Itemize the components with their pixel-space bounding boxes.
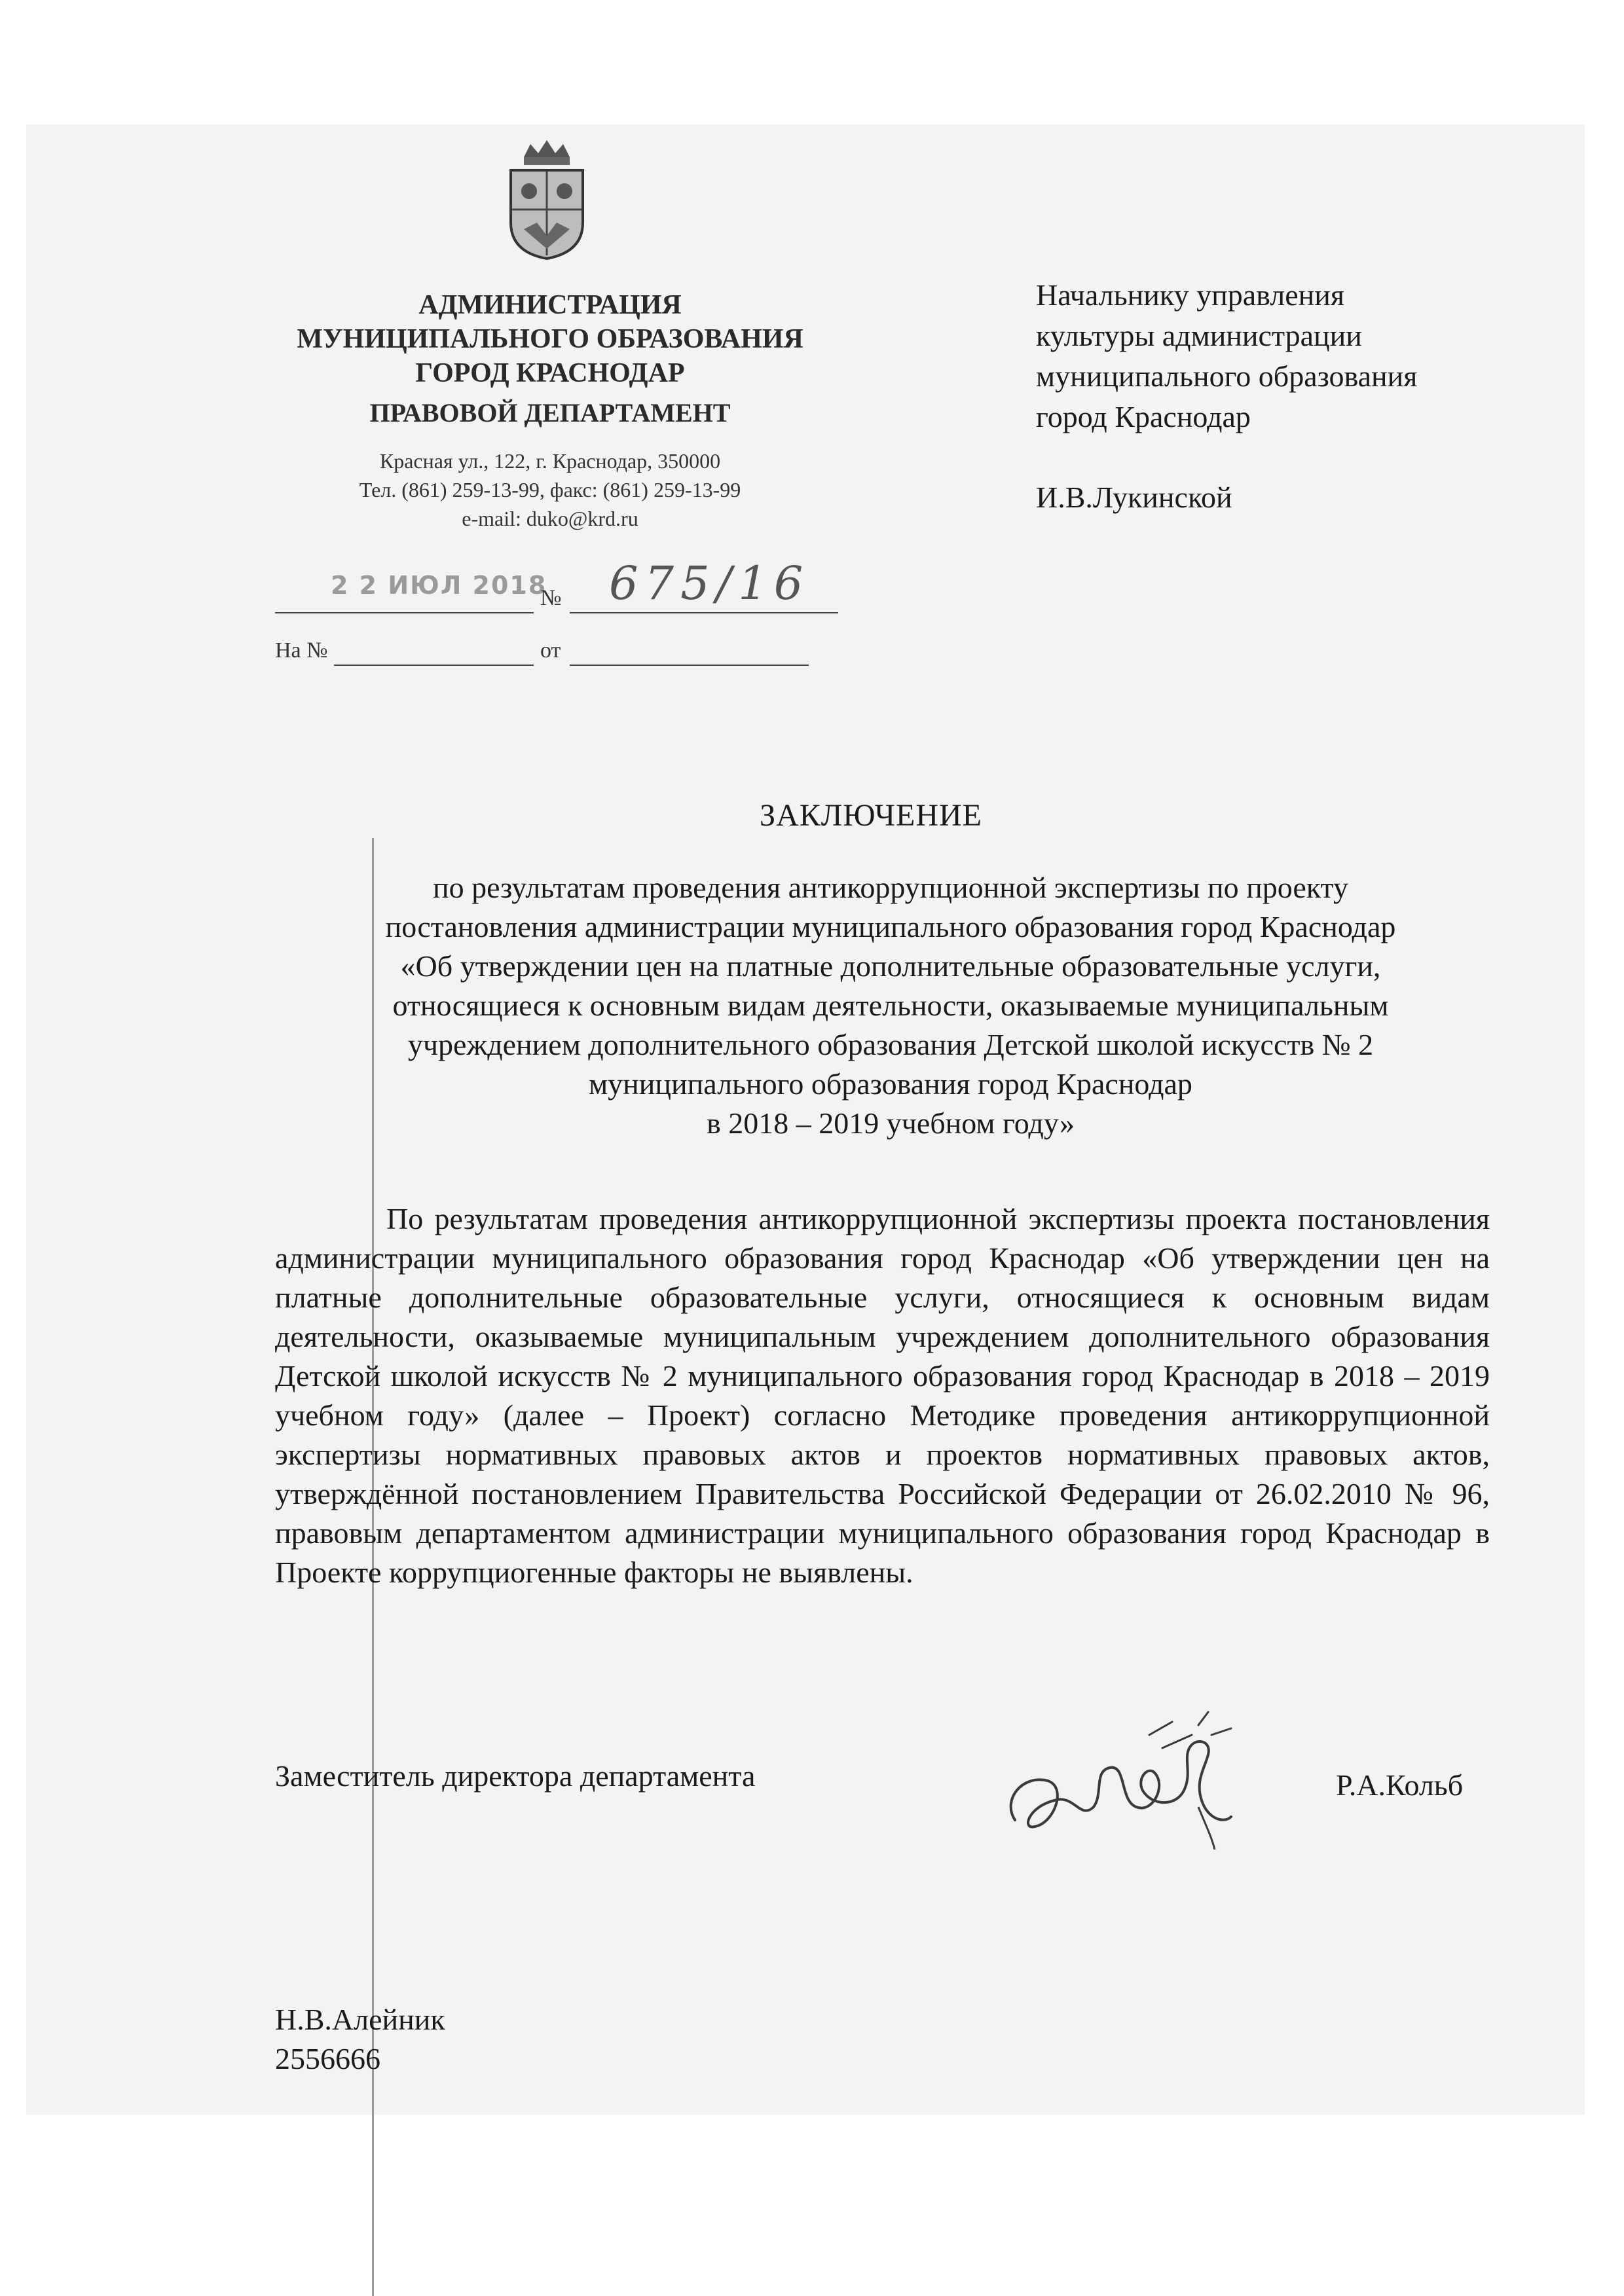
date-stamp: 2 2 ИЮЛ 2018: [331, 571, 547, 600]
addressee-line-2: культуры администрации: [1036, 319, 1362, 352]
addressee-line-4: город Краснодар: [1036, 400, 1251, 433]
subject-line: учреждением дополнительного образования Детской школой искусств № 2: [407, 1028, 1374, 1061]
handwritten-number: 675/16: [609, 556, 810, 610]
subject-line: «Об утверждении цен на платные дополнительные образовательные услуги,: [400, 949, 1381, 983]
sender-address: Красная ул., 122, г. Краснодар, 350000: [379, 449, 721, 473]
handwritten-signature-icon: [995, 1709, 1257, 1859]
sender-email: e-mail: duko@krd.ru: [462, 507, 638, 530]
subject-line: в 2018 – 2019 учебном году»: [707, 1106, 1075, 1140]
sender-line-1: АДМИНИСТРАЦИЯ: [418, 290, 682, 320]
addressee-name: И.В.Лукинской: [1036, 481, 1232, 514]
date-underline: [275, 612, 534, 613]
subject-line: относящиеся к основным видам деятельности, оказываемые муниципальным: [392, 989, 1389, 1022]
executor-phone: 2556666: [275, 2042, 380, 2075]
number-underline: [570, 612, 838, 613]
sender-department: ПРАВОВОЙ ДЕПАРТАМЕНТ: [369, 398, 731, 428]
body-paragraph: По результатам проведения антикоррупционной экспертизы проекта постановления администрации муниципального образования город Краснодар «Об утверждении цен на платные дополнительные образовательные услуги, относящиеся к основным видам деятельности, оказываемые муниципальным учреждением дополнительного образования Детской школой искусств № 2 муниципального образования город Краснодар в 2018 – 2019 учебном году» (далее – Проект) согласно Методике проведения антикоррупционной экспертизы нормативных правовых актов и проектов нормативных правовых актов, утверждённой постановлением Правительства Российской Федерации от 26.02.2010 № 96, правовым департаментом администрации муниципального образования город Краснодар в Проекте коррупциогенные факторы не выявлены.: [275, 1202, 1490, 1589]
document-body: [275, 1199, 1490, 1592]
addressee-block: [1036, 275, 1573, 437]
number-label: №: [540, 586, 562, 610]
subject-line: по результатам проведения антикоррупционной экспертизы по проекту: [432, 871, 1349, 904]
subject-line: муниципального образования город Краснодар: [589, 1067, 1192, 1101]
from-underline: [570, 665, 809, 666]
sender-line-2: МУНИЦИПАЛЬНОГО ОБРАЗОВАНИЯ: [297, 324, 803, 354]
signer-name: Р.А.Кольб: [1336, 1768, 1464, 1802]
reply-underline: [334, 665, 534, 666]
document-title: ЗАКЛЮЧЕНИЕ: [760, 798, 982, 833]
sender-contacts: [262, 446, 838, 533]
executor-name: Н.В.Алейник: [275, 2003, 445, 2036]
addressee-line-1: Начальнику управления: [1036, 278, 1345, 312]
sender-organization: [262, 288, 838, 390]
executor-block: [275, 2000, 445, 2079]
document-subject: [249, 868, 1532, 1143]
from-label: от: [540, 638, 561, 663]
sender-line-3: ГОРОД КРАСНОДАР: [415, 358, 685, 388]
signer-position: Заместитель директора департамента: [275, 1759, 756, 1793]
addressee-line-3: муниципального образования: [1036, 359, 1418, 393]
reply-label: На №: [275, 638, 328, 663]
sender-phones: Тел. (861) 259-13-99, факс: (861) 259-13-99: [359, 478, 741, 501]
subject-line: постановления администрации муниципального образования город Краснодар: [385, 910, 1396, 943]
coat-of-arms-icon: [498, 131, 596, 262]
